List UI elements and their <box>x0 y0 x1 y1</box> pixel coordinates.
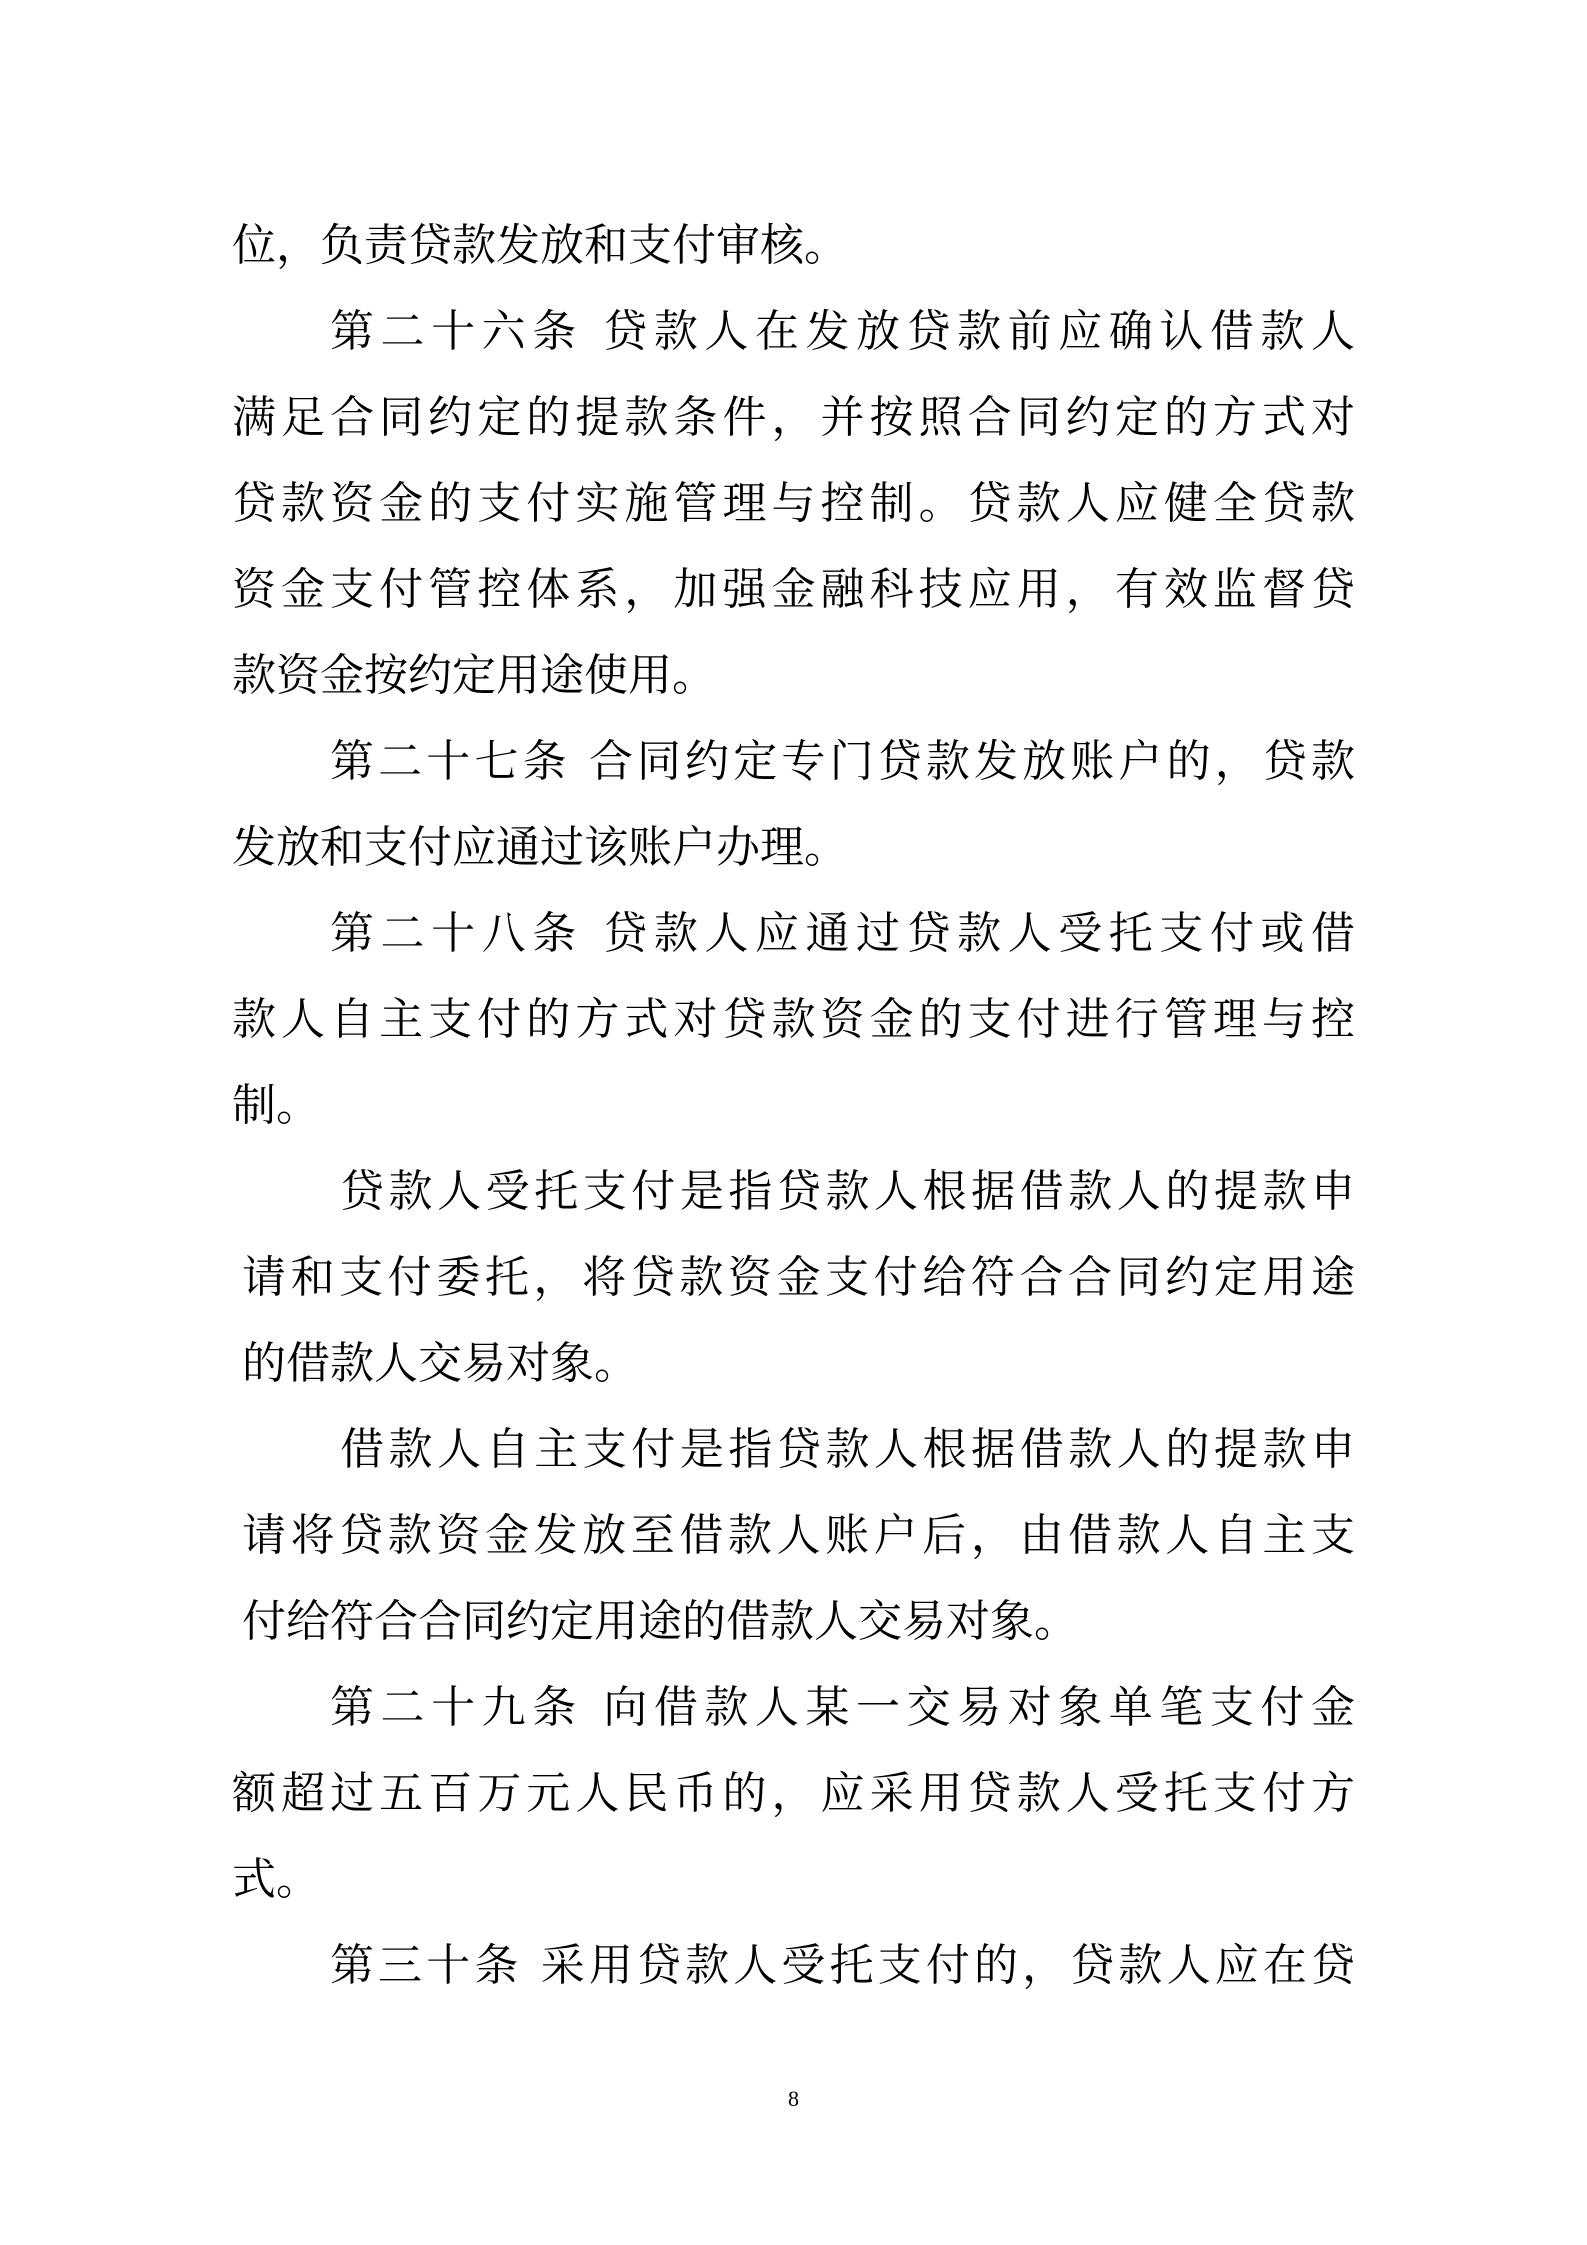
text-line-9: 第二十八条 贷款人应通过贷款人受托支付或借 <box>330 908 1355 959</box>
text-line-18: 第二十九条 向借款人某一交易对象单笔支付金 <box>330 1682 1355 1733</box>
page-number: 8 <box>788 2086 799 2111</box>
text-line-19: 额超过五百万元人民币的，应采用贷款人受托支付方 <box>232 1768 1355 1819</box>
text-line-14: 的借款人交易对象。 <box>242 1338 638 1389</box>
text-line-1: 位，负责贷款发放和支付审核。 <box>232 220 848 271</box>
text-line-21: 第三十条 采用贷款人受托支付的，贷款人应在贷 <box>330 1940 1355 1991</box>
text-line-12: 贷款人受托支付是指贷款人根据借款人的提款申 <box>340 1166 1355 1217</box>
text-line-3: 满足合同约定的提款条件，并按照合同约定的方式对 <box>232 392 1355 443</box>
text-line-4: 贷款资金的支付实施管理与控制。贷款人应健全贷款 <box>232 478 1355 529</box>
text-line-2: 第二十六条 贷款人在发放贷款前应确认借款人 <box>330 306 1355 357</box>
text-line-8: 发放和支付应通过该账户办理。 <box>232 822 848 873</box>
text-line-6: 款资金按约定用途使用。 <box>232 650 716 701</box>
text-line-17: 付给符合合同约定用途的借款人交易对象。 <box>242 1596 1078 1647</box>
text-line-20: 式。 <box>232 1854 320 1905</box>
text-line-15: 借款人自主支付是指贷款人根据借款人的提款申 <box>340 1424 1355 1475</box>
text-line-5: 资金支付管控体系，加强金融科技应用，有效监督贷 <box>232 564 1355 615</box>
text-line-7: 第二十七条 合同约定专门贷款发放账户的，贷款 <box>330 736 1355 787</box>
text-line-13: 请和支付委托，将贷款资金支付给符合合同约定用途 <box>242 1252 1355 1303</box>
text-line-16: 请将贷款资金发放至借款人账户后，由借款人自主支 <box>242 1510 1355 1561</box>
text-line-11: 制。 <box>232 1080 320 1131</box>
text-line-10: 款人自主支付的方式对贷款资金的支付进行管理与控 <box>232 994 1355 1045</box>
